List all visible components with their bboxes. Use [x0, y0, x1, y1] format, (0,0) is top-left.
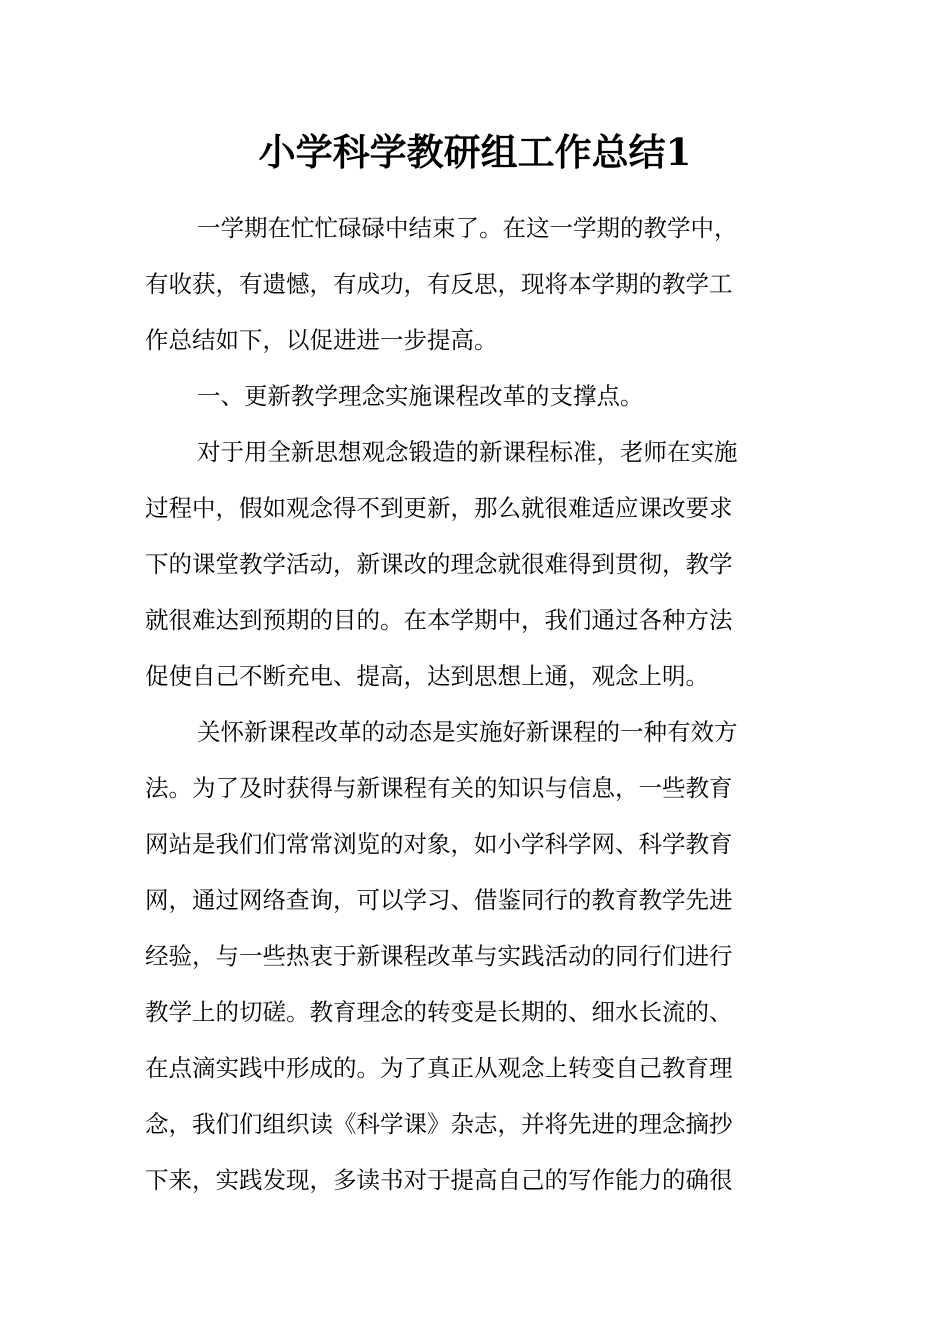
document-title: 小学科学教研组工作总结1 — [258, 130, 692, 174]
section-heading — [145, 368, 811, 424]
text-line: 念，我们们组织读《科学课》杂志，并将先进的理念摘抄 — [145, 1110, 733, 1138]
text-line: 一、更新教学理念实施课程改革的支撑点。 — [197, 382, 644, 410]
text-line: 下来，实践发现，多读书对于提高自己的写作能力的确很 — [145, 1166, 733, 1194]
paragraph-reform-dynamics — [145, 704, 811, 1208]
text-line: 网站是我们们常常浏览的对象，如小学科学网、科学教育 — [145, 830, 733, 858]
text-line: 教学上的切磋。教育理念的转变是长期的、细水长流的、 — [145, 998, 733, 1026]
text-line: 过程中，假如观念得不到更新，那么就很难适应课改要求 — [145, 494, 733, 522]
text-line: 有收获，有遗憾，有成功，有反思，现将本学期的教学工 — [145, 270, 733, 298]
text-line: 下的课堂教学活动，新课改的理念就很难得到贯彻，教学 — [145, 550, 733, 578]
text-line: 网，通过网络查询，可以学习、借鉴同行的教育教学先进 — [145, 886, 733, 914]
text-line: 一学期在忙忙碌碌中结束了。在这一学期的教学中， — [197, 214, 738, 242]
text-line: 关怀新课程改革的动态是实施好新课程的一种有效方 — [197, 718, 738, 746]
paragraph-intro — [145, 200, 811, 368]
text-line: 对于用全新思想观念锻造的新课程标准，老师在实施 — [197, 438, 738, 466]
paragraph-curriculum-standard — [145, 424, 811, 704]
text-line: 经验，与一些热衷于新课程改革与实践活动的同行们进行 — [145, 942, 733, 970]
text-line: 在点滴实践中形成的。为了真正从观念上转变自己教育理 — [145, 1054, 733, 1082]
text-line: 就很难达到预期的目的。在本学期中，我们通过各种方法 — [145, 606, 733, 634]
text-line: 法。为了及时获得与新课程有关的知识与信息，一些教育 — [145, 774, 733, 802]
text-line: 作总结如下，以促进进一步提高。 — [145, 326, 498, 354]
document-body — [145, 200, 811, 1208]
text-line: 促使自己不断充电、提高，达到思想上通，观念上明。 — [145, 662, 709, 690]
